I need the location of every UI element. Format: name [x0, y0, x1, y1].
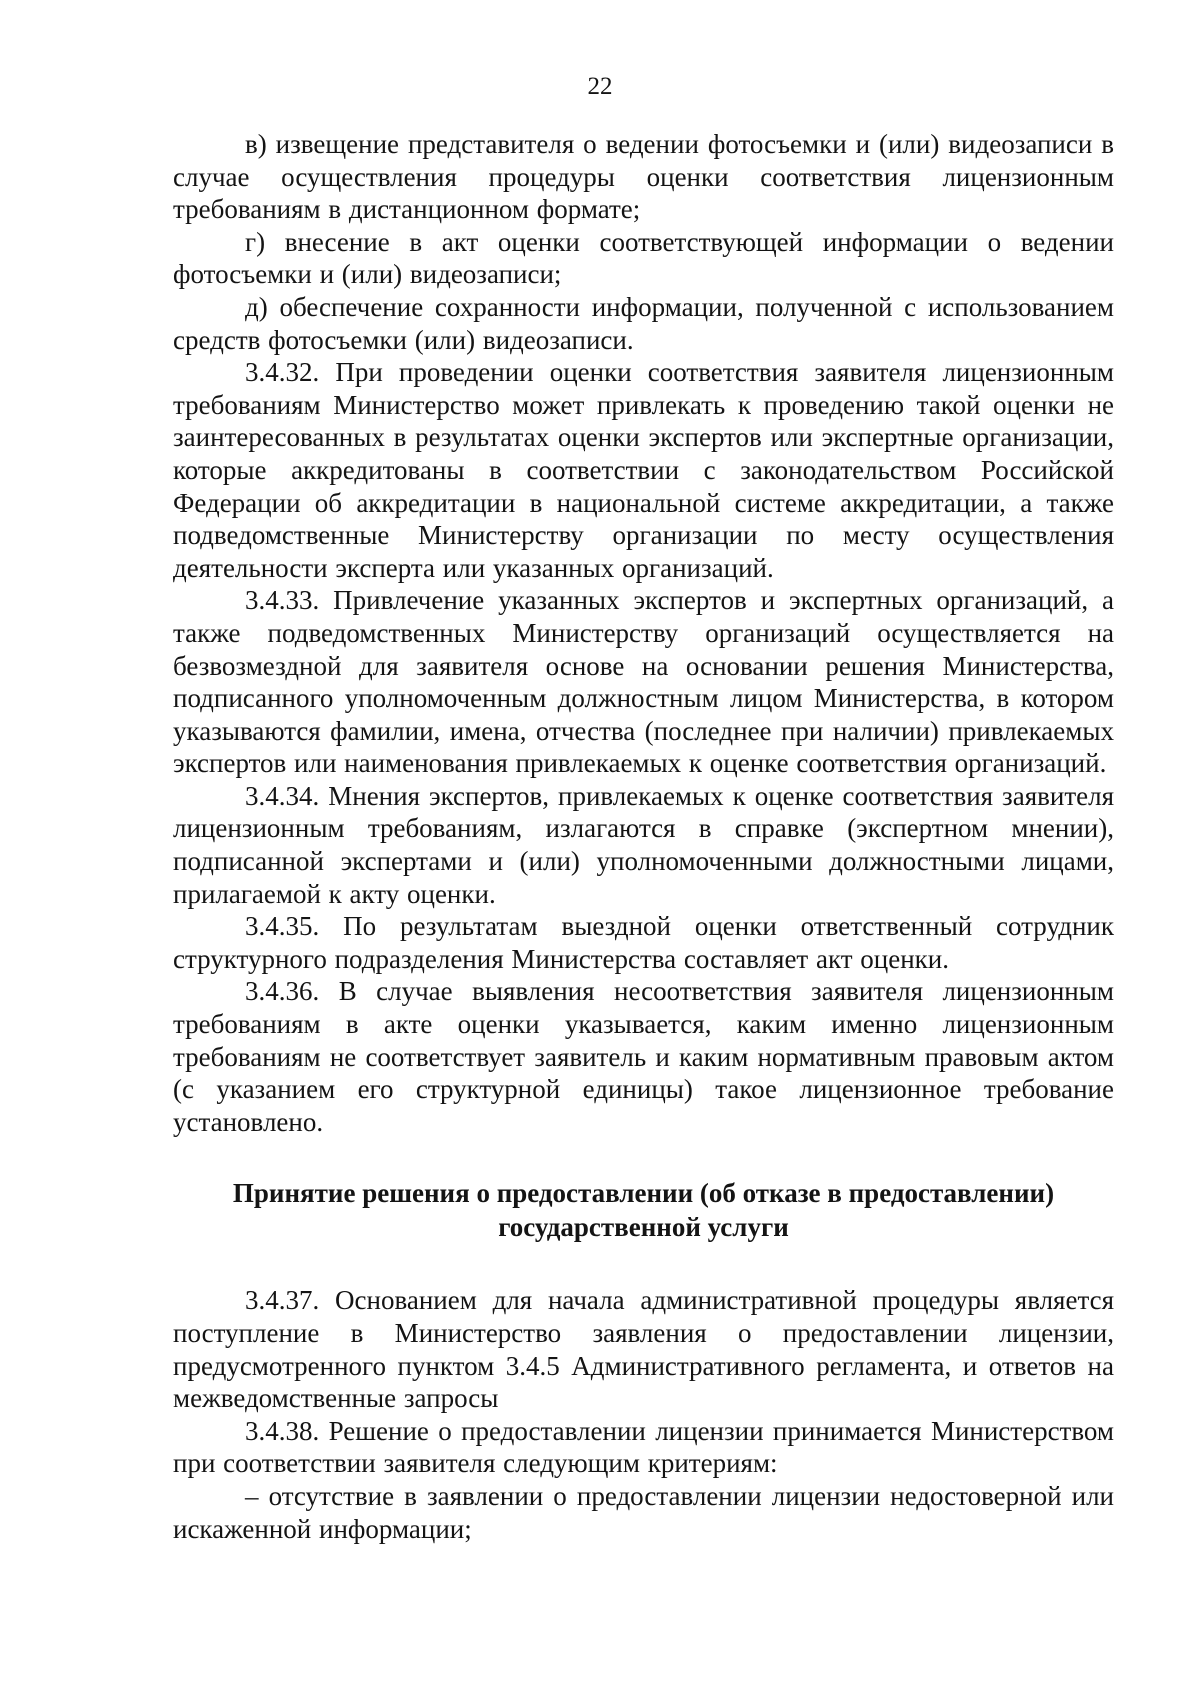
paragraph-3-4-38: 3.4.38. Решение о предоставлении лицензии принимается Министерством при соответствии заявителя следующим критериям:	[173, 1415, 1114, 1479]
paragraph-3-4-33: 3.4.33. Привлечение указанных экспертов и экспертных организаций, а также подведомственных Министерству организаций осуществляется на безвозмездной для заявителя основе на основании решения Министерства, подписанного уполномоченным должностным лицом Министерства, в котором указываются фамилии, имена, отчества (последнее при наличии) привлекаемых экспертов или наименования привлекаемых к оценке соответствия организаций.	[173, 585, 1114, 779]
paragraph-3-4-34: 3.4.34. Мнения экспертов, привлекаемых к оценке соответствия заявителя лицензионным требованиям, излагаются в справке (экспертном мнении), подписанной экспертами и (или) уполномоченными должностными лицами, прилагаемой к акту оценки.	[173, 780, 1114, 909]
paragraph-criterion-1: – отсутствие в заявлении о предоставлении лицензии недостоверной или искаженной информации;	[173, 1480, 1114, 1544]
paragraph-g-act-entry: г) внесение в акт оценки соответствующей информации о ведении фотосъемки и (или) видеозаписи;	[173, 226, 1114, 290]
section-heading: Принятие решения о предоставлении (об отказе в предоставлении) государственной услуги	[232, 1178, 1055, 1243]
paragraph-d-data-safety: д) обеспечение сохранности информации, полученной с использованием средств фотосъемки (или) видеозаписи.	[173, 291, 1114, 355]
paragraph-3-4-36: 3.4.36. В случае выявления несоответствия заявителя лицензионным требованиям в акте оценки указывается, каким именно лицензионным требованиям не соответствует заявитель и каким нормативным правовым актом (с указанием его структурной единицы) такое лицензионное требование установлено.	[173, 976, 1114, 1137]
document-body	[173, 128, 1114, 1545]
paragraph-3-4-35: 3.4.35. По результатам выездной оценки ответственный сотрудник структурного подразделения Министерства составляет акт оценки.	[173, 911, 1114, 974]
paragraph-v-notification: в) извещение представителя о ведении фотосъемки и (или) видеозаписи в случае осуществления процедуры оценки соответствия лицензионным требованиям в дистанционном формате;	[173, 129, 1114, 225]
paragraph-3-4-32: 3.4.32. При проведении оценки соответствия заявителя лицензионным требованиям Министерство может привлекать к проведению такой оценки не заинтересованных в результатах оценки экспертов или экспертные организации, которые аккредитованы в соответствии с законодательством Российской Федерации об аккредитации в национальной системе аккредитации, а также подведомственные Министерству организации по месту осуществления деятельности эксперта или указанных организаций.	[173, 357, 1114, 583]
paragraph-3-4-37: 3.4.37. Основанием для начала административной процедуры является поступление в Министерство заявления о предоставлении лицензии, предусмотренного пунктом 3.4.5 Административного регламента, и ответов на межведомственные запросы	[173, 1285, 1114, 1414]
page-number: 22	[587, 73, 613, 100]
